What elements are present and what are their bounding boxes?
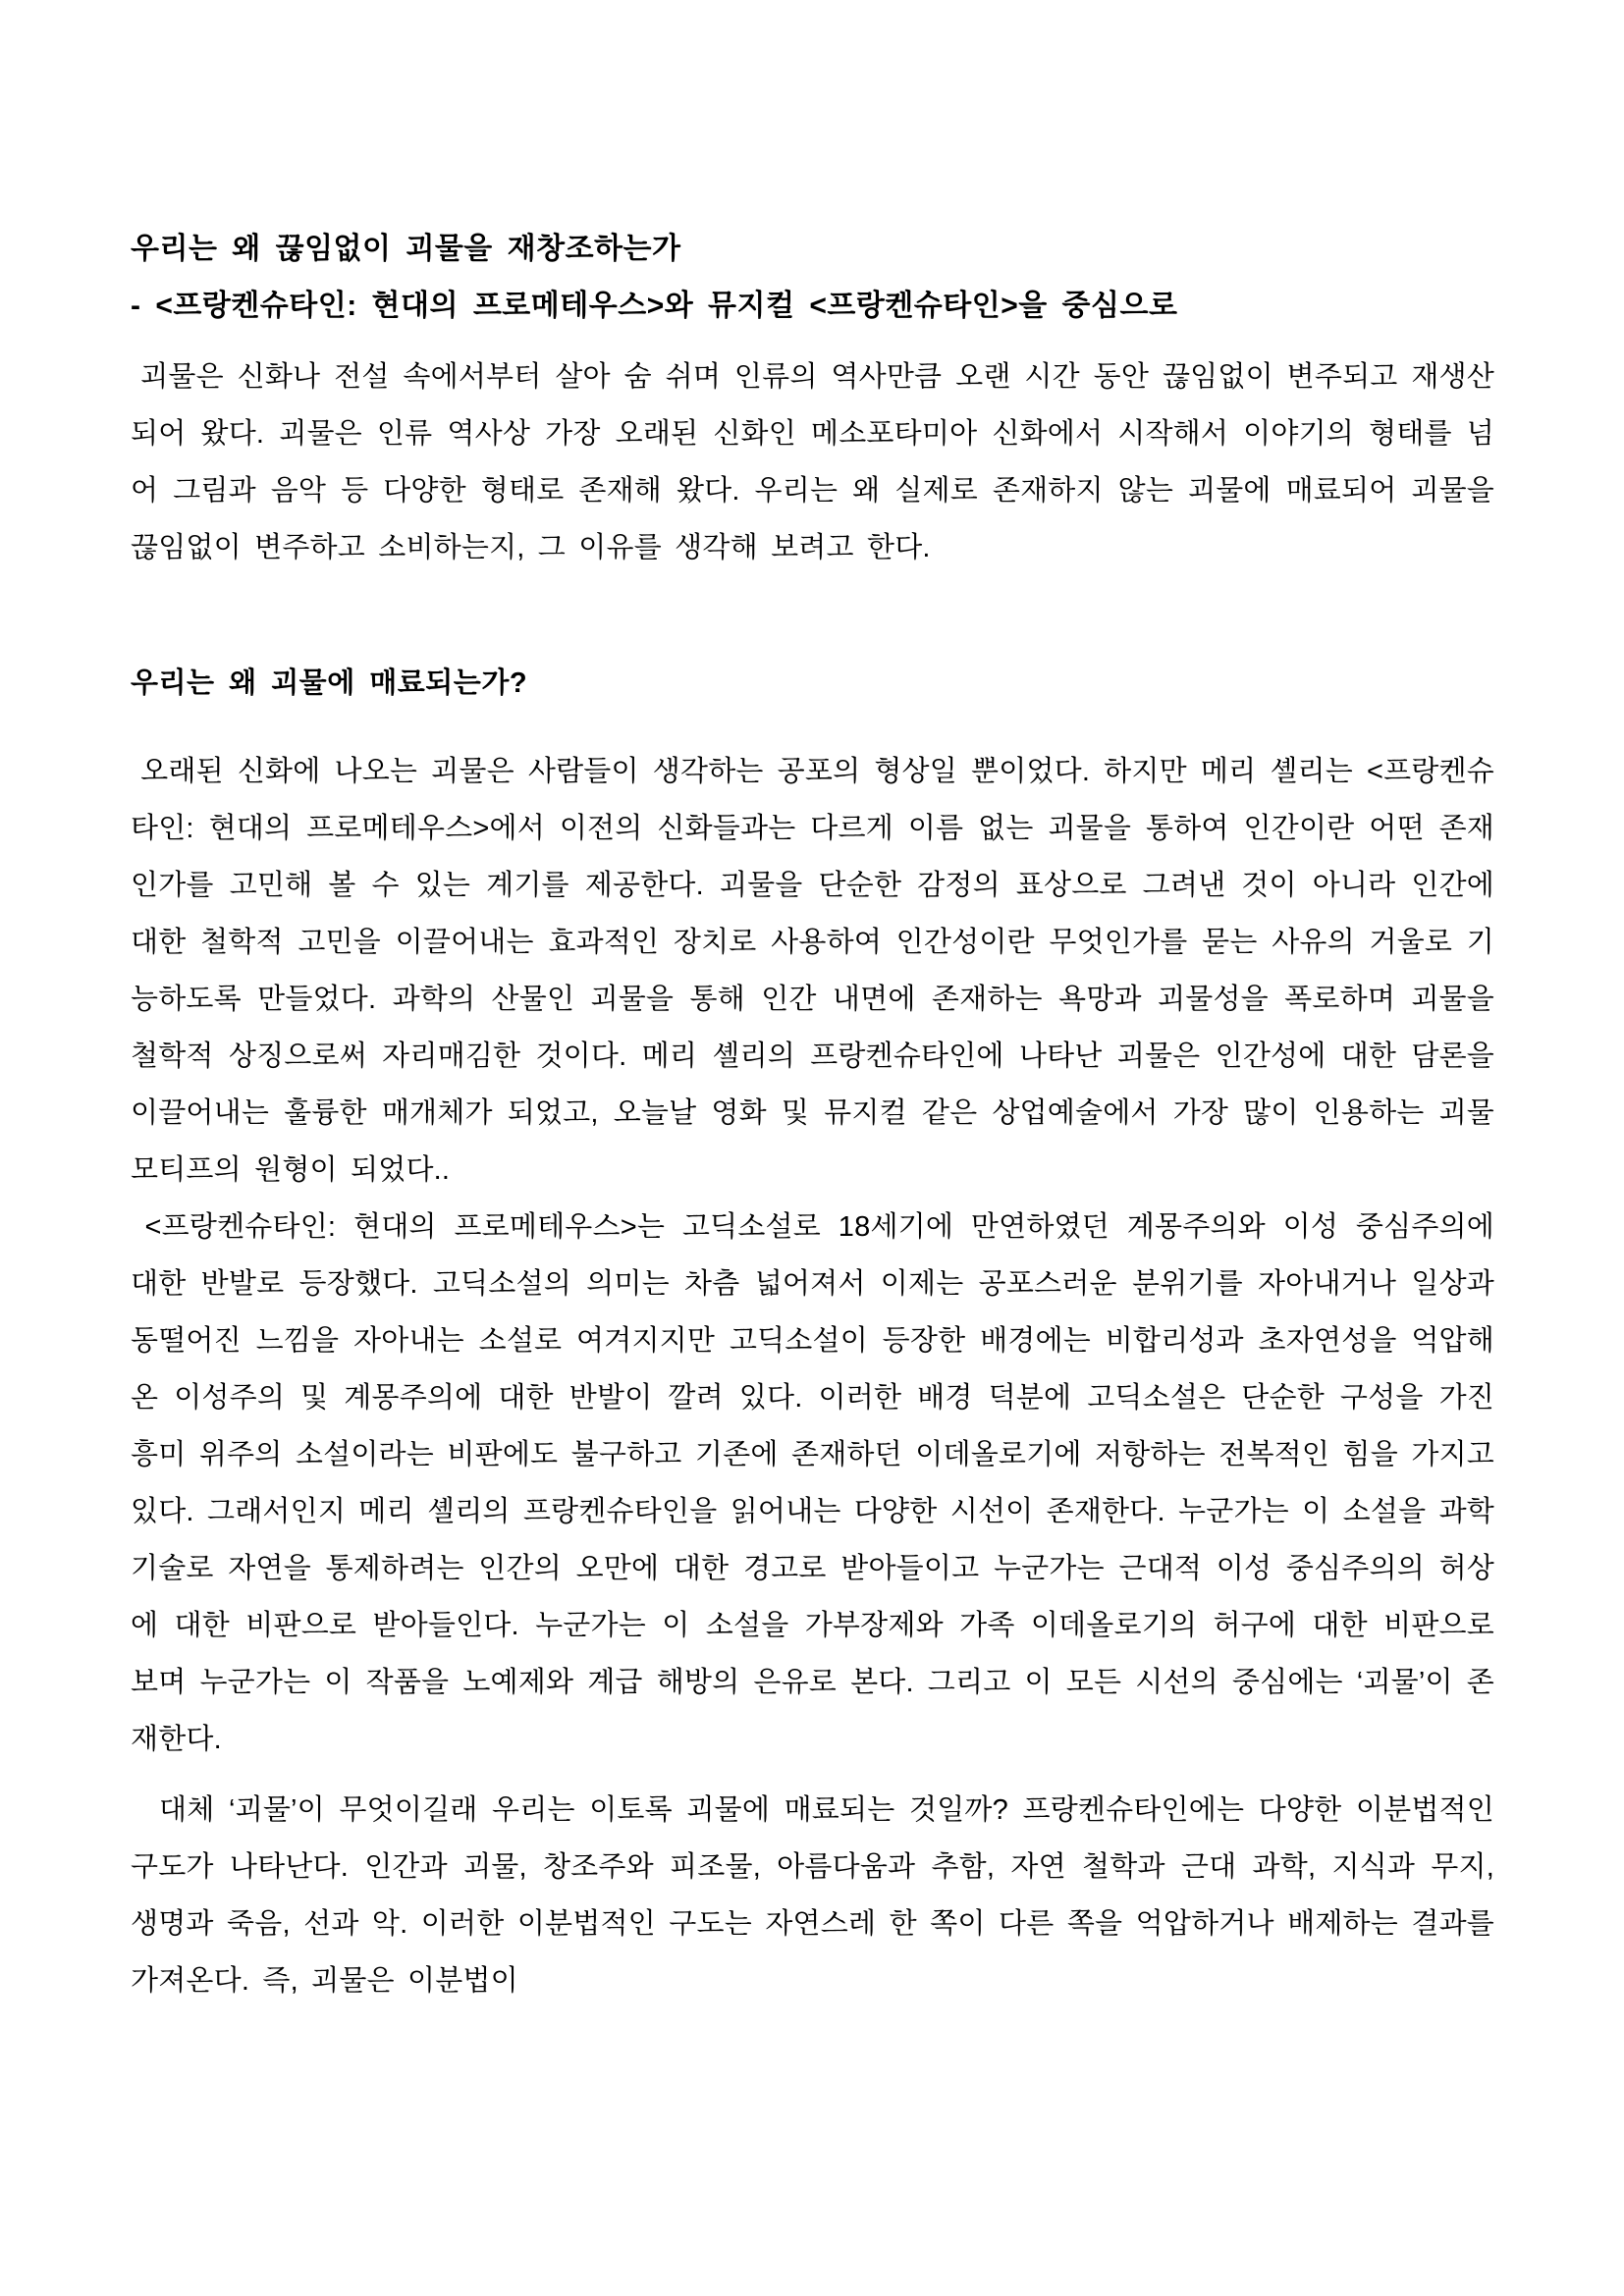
section-paragraph-2: <프랑켄슈타인: 현대의 프로메테우스>는 고딕소설로 18세기에 만연하였던 계몽주의와 이성 중심주의에 대한 반발로 등장했다. 고딕소설의 의미는 차츰 넓어져서 이제는 공포스러운 분위기를 자아내거나 일상과 동떨어진 느낌을 자아내는 소설로 여겨지지만 고딕소설이 등장한 배경에는 비합리성과 초자연성을 억압해 온 이성주의 및 계몽주의에 대한 반발이 깔려 있다. 이러한 배경 덕분에 고딕소설은 단순한 구성을 가진 흥미 위주의 소설이라는 비판에도 불구하고 기존에 존재하던 이데올로기에 저항하는 전복적인 힘을 가지고 있다. 그래서인지 메리 셸리의 프랑켄슈타인을 읽어내는 다양한 시선이 존재한다. 누군가는 이 소설을 과학기술로 자연을 통제하려는 인간의 오만에 대한 경고로 받아들이고 누군가는 근대적 이성 중심주의의 허상에 대한 비판으로 받아들인다. 누군가는 이 소설을 가부장제와 가족 이데올로기의 허구에 대한 비판으로 보며 누군가는 이 작품을 노예제와 계급 해방의 은유로 본다. 그리고 이 모든 시선의 중심에는 ‘괴물’이 존재한다. [131,1211,1494,1755]
section-heading: 우리는 왜 괴물에 매료되는가? [131,667,528,699]
document-title: 우리는 왜 끊임없이 괴물을 재창조하는가 [131,233,681,265]
intro-paragraph: 괴물은 신화나 전설 속에서부터 살아 숨 쉬며 인류의 역사만큼 오랜 시간 동안 끊임없이 변주되고 재생산되어 왔다. 괴물은 인류 역사상 가장 오래된 신화인 메소포타미아 신화에서 시작해서 이야기의 형태를 넘어 그림과 음악 등 다양한 형태로 존재해 왔다. 우리는 왜 실제로 존재하지 않는 괴물에 매료되어 괴물을 끊임없이 변주하고 소비하는지, 그 이유를 생각해 보려고 한다. [131,361,1494,563]
section-paragraph-1: 오래된 신화에 나오는 괴물은 사람들이 생각하는 공포의 형상일 뿐이었다. 하지만 메리 셸리는 <프랑켄슈타인: 현대의 프로메테우스>에서 이전의 신화들과는 다르게 이름 없는 괴물을 통하여 인간이란 어떤 존재인가를 고민해 볼 수 있는 계기를 제공한다. 괴물을 단순한 감정의 표상으로 그려낸 것이 아니라 인간에 대한 철학적 고민을 이끌어내는 효과적인 장치로 사용하여 인간성이란 무엇인가를 묻는 사유의 거울로 기능하도록 만들었다. 과학의 산물인 괴물을 통해 인간 내면에 존재하는 욕망과 괴물성을 폭로하며 괴물을 철학적 상징으로써 자리매김한 것이다. 메리 셸리의 프랑켄슈타인에 나타난 괴물은 인간성에 대한 담론을 이끌어내는 훌륭한 매개체가 되었고, 오늘날 영화 및 뮤지컬 같은 상업예술에서 가장 많이 인용하는 괴물 모티프의 원형이 되었다.. [131,756,1494,1186]
document-subtitle: - <프랑켄슈타인: 현대의 프로메테우스>와 뮤지컬 <프랑켄슈타인>을 중심으로 [131,290,1178,322]
section-paragraph-3: 대체 ‘괴물’이 무엇이길래 우리는 이토록 괴물에 매료되는 것일까? 프랑켄슈타인에는 다양한 이분법적인 구도가 나타난다. 인간과 괴물, 창조주와 피조물, 아름다움과 추함, 자연 철학과 근대 과학, 지식과 무지, 생명과 죽음, 선과 악. 이러한 이분법적인 구도는 자연스레 한 쪽이 다른 쪽을 억압하거나 배제하는 결과를 가져온다. 즉, 괴물은 이분법이 [131,1794,1494,1997]
